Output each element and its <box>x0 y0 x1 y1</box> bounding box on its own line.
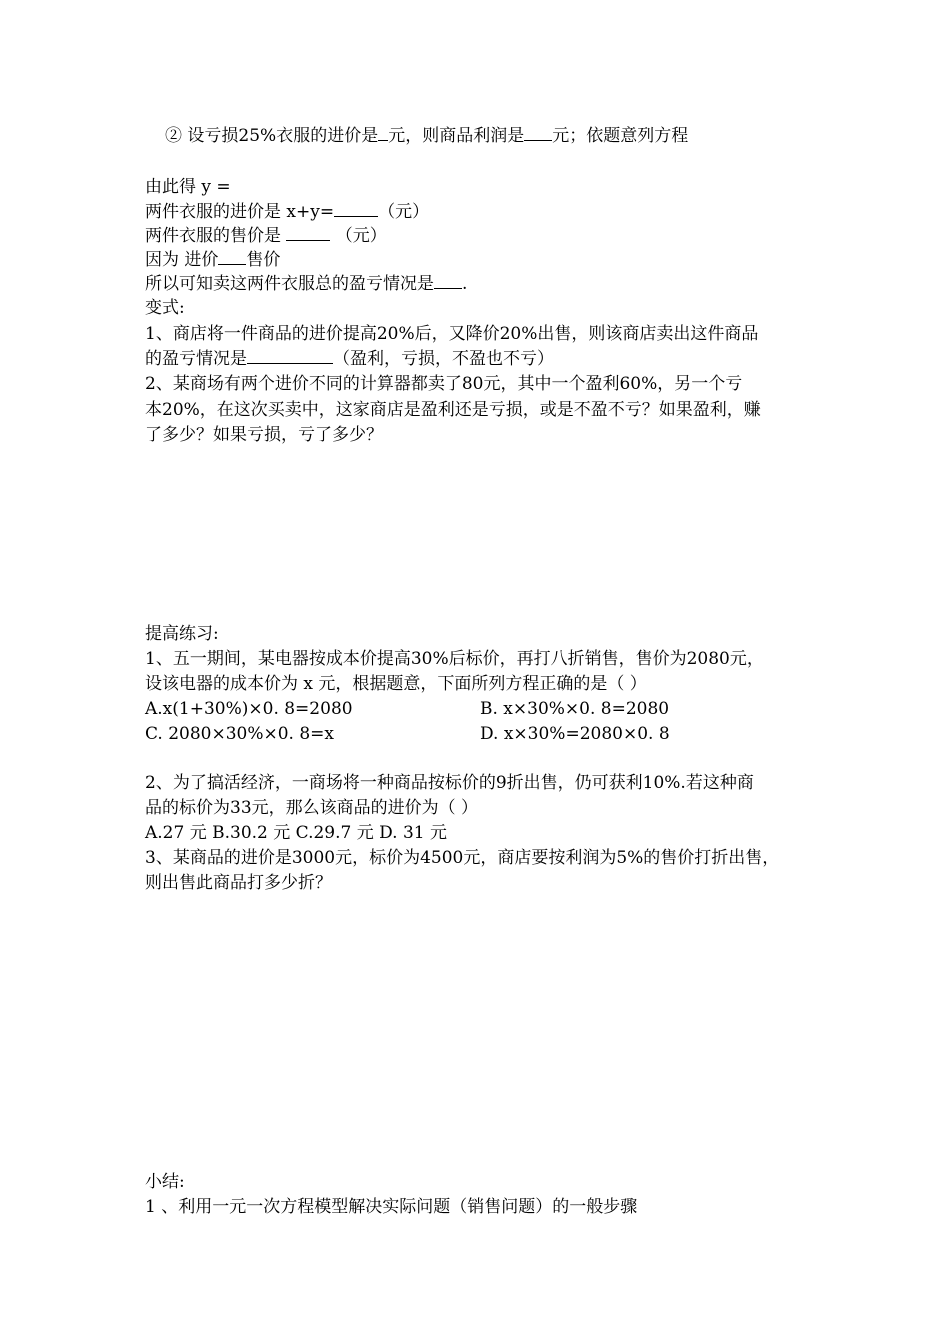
line-total-price: 两件衣服的售价是 （元） <box>145 226 387 246</box>
practice-p3-line1: 3、某商品的进价是3000元，标价为4500元，商店要按利润为5%的售价打折出售， <box>145 848 780 868</box>
practice-p1-line2: 设该电器的成本价为 x 元，根据题意，下面所列方程正确的是（ ） <box>145 674 647 694</box>
line-conclusion: 所以可知卖这两件衣服总的盈亏情况是 . <box>145 274 468 294</box>
practice-p1-line1: 1、五一期间，某电器按成本价提高30%后标价，再打八折销售，售价为2080元， <box>145 649 764 669</box>
line-loss-25: ② 设亏损25%衣服的进价是 元，则商品利润是 元；依题意列方程 <box>165 126 689 146</box>
blank <box>286 226 330 241</box>
practice-p1-option-a: A.x(1+30%)×0. 8=2080 <box>145 699 353 719</box>
blank <box>378 126 388 141</box>
blank <box>524 126 552 141</box>
summary-heading: 小结: <box>145 1172 185 1192</box>
variation-q2-line2: 本20%，在这次买卖中，这家商店是盈利还是亏损，或是不盈不亏？如果盈利，赚 <box>145 400 761 420</box>
practice-p2-options: A.27 元 B.30.2 元 C.29.7 元 D. 31 元 <box>145 823 448 843</box>
variation-heading: 变式: <box>145 298 185 318</box>
practice-p2-line1: 2、为了搞活经济，一商场将一种商品按标价的9折出售，仍可获利10%.若这种商 <box>145 773 754 793</box>
variation-q2-line1: 2、某商场有两个进价不同的计算器都卖了80元，其中一个盈利60%，另一个亏 <box>145 374 743 394</box>
blank <box>247 349 333 364</box>
variation-q1-line1: 1、商店将一件商品的进价提高20%后，又降价20%出售，则该商店卖出这件商品 <box>145 324 759 344</box>
practice-p1-option-d: D. x×30%=2080×0. 8 <box>480 724 670 744</box>
variation-q2-line3: 了多少？如果亏损，亏了多少？ <box>145 425 383 445</box>
practice-p1-option-b: B. x×30%×0. 8=2080 <box>480 699 670 719</box>
practice-p2-line2: 品的标价为33元，那么该商品的进价为（ ） <box>145 798 479 818</box>
practice-p1-option-c: C. 2080×30%×0. 8=x <box>145 724 335 744</box>
variation-q1-line2: 的盈亏情况是 （盈利，亏损，不盈也不亏） <box>145 349 554 369</box>
practice-heading: 提高练习: <box>145 624 219 644</box>
line-derive-y: 由此得 y = <box>145 177 231 197</box>
line-total-cost: 两件衣服的进价是 x+y= （元） <box>145 202 430 222</box>
blank <box>218 250 246 265</box>
blank <box>434 274 462 289</box>
line-compare: 因为 进价 售价 <box>145 250 281 270</box>
blank <box>334 202 378 217</box>
practice-p3-line2: 则出售此商品打多少折？ <box>145 873 332 893</box>
summary-line1: 1 、利用一元一次方程模型解决实际问题（销售问题）的一般步骤 <box>145 1197 638 1217</box>
